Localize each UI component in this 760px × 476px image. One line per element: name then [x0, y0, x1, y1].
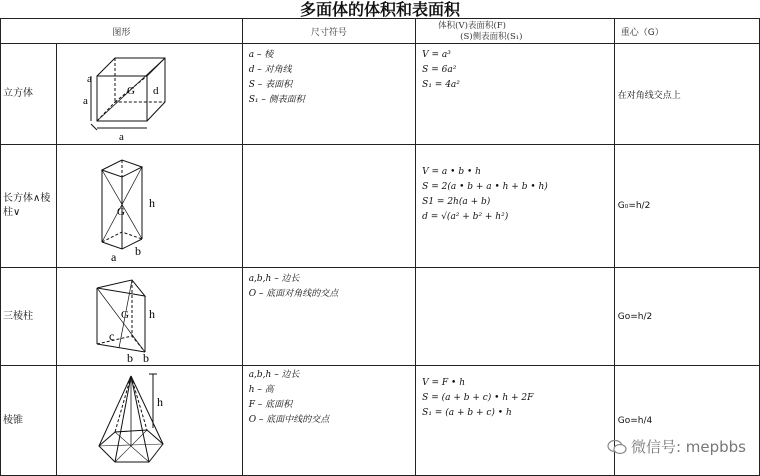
header-volume: 体积(V)表面积(F) (S)侧表面积(S₁) — [416, 19, 615, 44]
watermark — [607, 436, 746, 457]
watermark-text: 微信号: mepbbs — [630, 438, 746, 456]
svg-text:b: b — [142, 351, 149, 365]
cube-drawing — [57, 44, 242, 144]
wechat-icon — [607, 439, 627, 455]
pyramid-figure — [56, 366, 242, 476]
label-a: a — [118, 131, 124, 143]
svg-text:d: d — [152, 85, 159, 97]
svg-text:G: G — [120, 309, 129, 321]
formula-cell: V = a • b • h S = 2(a • b + a • h + b • h) S1 = 2h(a + b) d = √(a² + b² + h²) — [416, 145, 615, 268]
formula-cell: V = F • h S = (a + b + c) • h + 2F S₁ = (a + b + c) • h — [416, 366, 615, 476]
shape-name: 长方体∧棱柱∨ — [1, 145, 57, 268]
pyramid-drawing — [57, 366, 242, 475]
svg-text:a: a — [110, 250, 117, 264]
table-row — [1, 44, 760, 145]
shape-name: 棱锥 — [1, 366, 57, 476]
prism-figure — [56, 268, 242, 366]
cube-figure — [56, 44, 242, 145]
svg-text:G: G — [116, 206, 125, 218]
svg-text:h: h — [156, 395, 163, 409]
shape-name: 立方体 — [1, 44, 57, 145]
shape-name: 三棱柱 — [1, 268, 57, 366]
center-cell: 在对角线交点上 — [614, 44, 759, 145]
header-figure: 图形 — [1, 19, 243, 44]
svg-text:h: h — [148, 307, 155, 321]
symbols-cell: a,b,h – 边长 O – 底面对角线的交点 — [242, 268, 415, 366]
symbols-cell-empty — [242, 145, 415, 268]
svg-text:b: b — [134, 244, 141, 258]
svg-text:G: G — [126, 85, 135, 97]
svg-text:b: b — [126, 351, 133, 365]
prism-drawing — [57, 268, 242, 365]
symbols-cell: a – 棱 d – 对角线 S – 表面积 S₁ – 侧表面积 — [242, 44, 415, 145]
table-row — [1, 366, 760, 476]
center-cell: Go=h/4 — [614, 366, 759, 476]
center-cell: Go=h/2 — [614, 268, 759, 366]
formula-cell-empty — [416, 268, 615, 366]
header-symbols: 尺寸符号 — [242, 19, 415, 44]
table-row — [1, 145, 760, 268]
table-row — [1, 268, 760, 366]
header-center: 重心（G） — [614, 19, 759, 44]
formula-cell: V = a³ S = 6a² S₁ = 4a² — [416, 44, 615, 145]
svg-text:c: c — [108, 329, 115, 343]
center-cell: G₀=h/2 — [614, 145, 759, 268]
symbols-cell: a,b,h – 边长 h – 高 F – 底面积 O – 底面中线的交点 — [242, 366, 415, 476]
polyhedra-table — [0, 18, 760, 476]
svg-text:a: a — [82, 95, 88, 107]
svg-text:a: a — [86, 73, 92, 85]
page-title: 多面体的体积和表面积 — [299, 0, 460, 19]
svg-text:h: h — [148, 196, 155, 210]
cuboid-figure — [56, 145, 242, 268]
cuboid-drawing — [57, 145, 242, 267]
